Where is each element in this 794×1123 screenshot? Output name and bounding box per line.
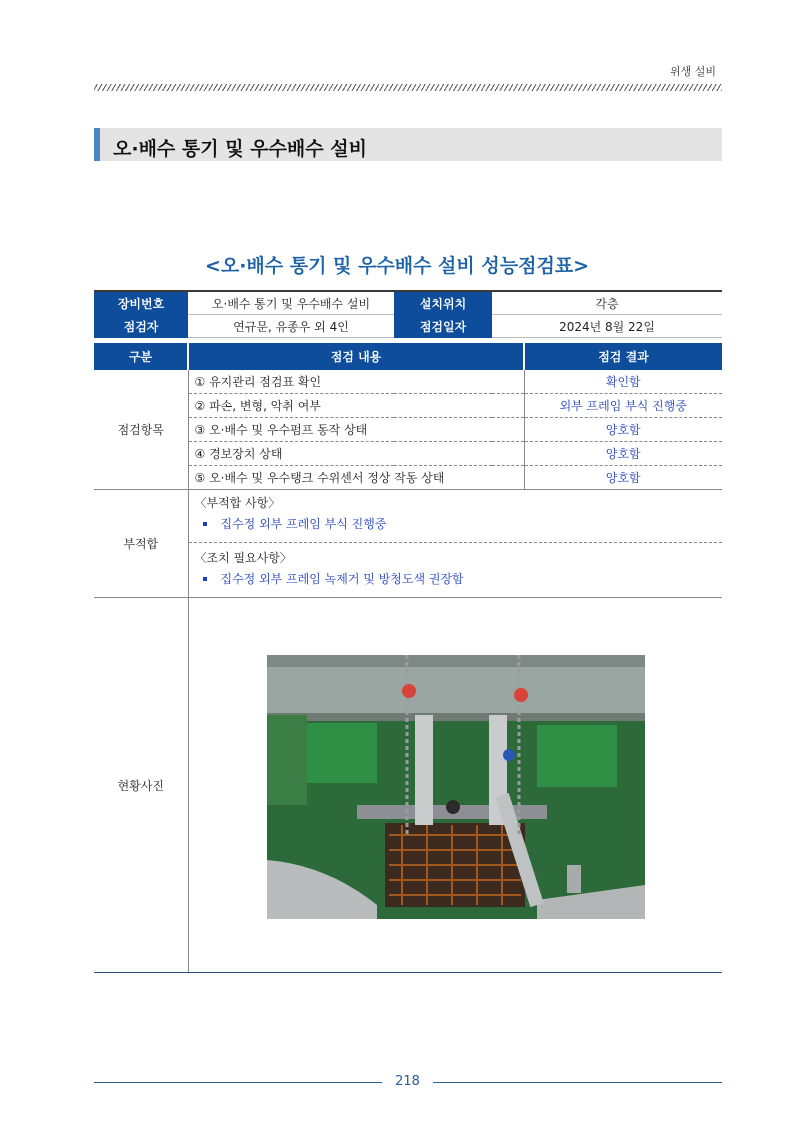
location-value: 각층 [492,291,722,315]
nonconformity-label: 부적합 [94,490,188,598]
item-result: 양호함 [524,466,722,490]
nonconformity-notes [188,490,722,598]
info-row-inspector [94,315,722,338]
square-bullet-icon [203,577,207,581]
header-hatch-divider [94,84,722,91]
table-row [94,418,722,442]
table-row [94,442,722,466]
nonconformity-row [94,490,722,598]
action-text: 집수정 외부 프레임 녹제거 및 방청도색 권장함 [220,572,464,586]
inspector-value: 연규문, 유종우 외 4인 [188,315,394,338]
item-result: 외부 프레임 부식 진행중 [524,394,722,418]
item-result: 양호함 [524,418,722,442]
table-row [94,466,722,490]
section-heading-bar [94,128,722,161]
inspector-label: 점검자 [94,315,188,338]
header-category: 위생 설비 [669,65,716,78]
action-item [195,570,717,587]
square-bullet-icon [203,522,207,526]
header-content: 점검 내용 [188,343,524,370]
item-content: ③ 오·배수 및 우수펌프 동작 상태 [188,418,524,442]
photo-label: 현황사진 [94,598,188,973]
issues-heading: 〈부적합 사항〉 [194,496,281,510]
issue-item [195,515,717,532]
info-row-equipment [94,291,722,315]
item-content: ① 유지관리 점검표 확인 [188,370,524,394]
date-value: 2024년 8월 22일 [492,315,722,338]
status-photo [267,655,645,919]
page-number: 218 [395,1074,420,1089]
location-label: 설치위치 [394,291,492,315]
date-label: 점검일자 [394,315,492,338]
footer-rule-left [94,1082,382,1083]
document-title: <오·배수 통기 및 우수배수 설비 성능점검표> [204,255,590,277]
header-result: 점검 결과 [524,343,722,370]
item-content: ② 파손, 변형, 악취 여부 [188,394,524,418]
item-result: 확인함 [524,370,722,394]
table-row [94,370,722,394]
equip-no-value: 오·배수 통기 및 우수배수 설비 [188,291,394,315]
issue-text: 집수정 외부 프레임 부식 진행중 [220,517,387,531]
item-result: 양호함 [524,442,722,466]
actions-heading: 〈조치 필요사항〉 [194,551,292,565]
footer-rule-right [433,1082,722,1083]
header-category: 구분 [94,343,188,370]
item-content: ⑤ 오·배수 및 우수탱크 수위센서 정상 작동 상태 [188,466,524,490]
table-row [94,394,722,418]
item-content: ④ 경보장치 상태 [188,442,524,466]
equip-no-label: 장비번호 [94,291,188,315]
table-header-row [94,343,722,370]
section-title: 오·배수 통기 및 우수배수 설비 [113,138,367,160]
inspection-group-label: 점검항목 [94,370,188,490]
notes-divider [189,542,723,543]
